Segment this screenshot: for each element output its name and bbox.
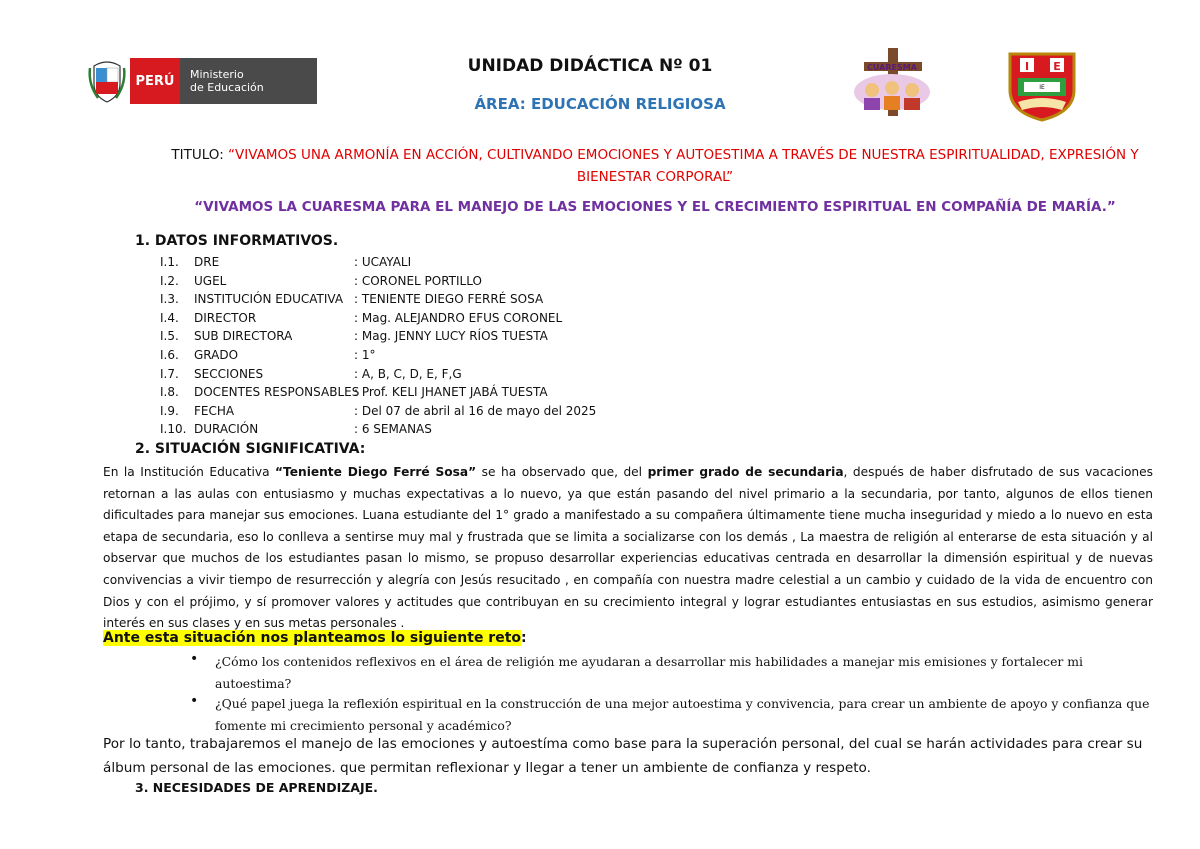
info-row (160, 327, 548, 345)
peru-label: PERÚ (130, 58, 180, 104)
titulo-subtitle: “VIVAMOS LA CUARESMA PARA EL MANEJO DE LAS EMOCIONES Y EL CRECIMIENTO ESPIRITUAL EN COMPAÑÍA DE MARÍA.” (194, 199, 1116, 215)
info-num: I.9. (160, 403, 179, 418)
info-row (160, 309, 562, 327)
info-label: SECCIONES (194, 366, 264, 381)
info-row (160, 272, 482, 290)
info-value: : Mag. ALEJANDRO EFUS CORONEL (354, 310, 563, 325)
info-num: I.8. (160, 385, 179, 400)
ministry-line2: de Educación (190, 81, 264, 94)
info-value: : 6 SEMANAS (354, 422, 432, 437)
info-value: : CORONEL PORTILLO (354, 273, 482, 288)
info-row (160, 420, 432, 438)
school-shield-icon (1002, 50, 1082, 122)
info-label: SUB DIRECTORA (194, 329, 293, 344)
info-label: UGEL (194, 273, 227, 288)
info-row (160, 253, 411, 271)
bullet-icon: • (190, 651, 199, 667)
bullet-icon: • (190, 693, 199, 709)
info-value: : TENIENTE DIEGO FERRÉ SOSA (354, 292, 544, 307)
grade-text: primer grado de secundaria (647, 465, 844, 479)
info-label: DRE (194, 255, 220, 269)
info-num: I.6. (160, 348, 179, 362)
cuaresma-logo-text: CUARESMA (867, 63, 917, 72)
info-row (160, 365, 462, 383)
reto-question-1: ¿Cómo los contenidos reflexivos en el área de religión me ayudaran a desarrollar mis habilidades a manejar mis emisiones y fortalecer mi autoestima? (215, 654, 1084, 691)
conclusion-paragraph: Por lo tanto, trabajaremos el manejo de las emociones y autoestíma como base para la superación personal, del cual se harán actividades para crear su álbum personal de las emociones. que permitan reflexionar y llegar a tener un ambiente de confianza y respeto. (103, 736, 1143, 776)
info-label: GRADO (194, 348, 239, 362)
info-value: : Del 07 de abril al 16 de mayo del 2025 (354, 403, 597, 418)
info-row (160, 402, 596, 420)
info-num: I.7. (160, 366, 179, 381)
ie-logo-text: IE (1039, 84, 1045, 91)
section2-heading: 2. SITUACIÓN SIGNIFICATIVA: (135, 441, 366, 457)
info-label: FECHA (194, 403, 235, 418)
reto-question-2: ¿Qué papel juega la reflexión espiritual en la construcción de una mejor autoestima y convivencia, para crear un ambiente de apoyo y confianza que fomente mi crecimiento personal y académico? (215, 696, 1150, 733)
info-value: : A, B, C, D, E, F,G (354, 366, 462, 381)
unit-title: UNIDAD DIDÁCTICA Nº 01 (467, 56, 713, 76)
titulo-label: TITULO: (171, 147, 224, 163)
info-num: I.4. (160, 310, 179, 325)
school-name: “Teniente Diego Ferré Sosa” (275, 465, 477, 479)
info-value: : Mag. JENNY LUCY RÍOS TUESTA (354, 329, 548, 344)
svg-text:E: E (1053, 60, 1061, 73)
para-mid: se ha observado que, del (476, 465, 648, 479)
section3-heading: 3. NECESIDADES DE APRENDIZAJE. (135, 780, 378, 795)
info-row (160, 383, 548, 401)
svg-text:I: I (1024, 60, 1030, 73)
reto-line (103, 630, 527, 646)
info-value: : 1° (354, 348, 376, 362)
situation-paragraph (103, 462, 1153, 635)
info-value: : Prof. KELI JHANET JABÁ TUESTA (354, 385, 548, 400)
info-label: INSTITUCIÓN EDUCATIVA (194, 292, 344, 307)
info-row (160, 290, 543, 308)
info-num: I.5. (160, 329, 179, 344)
info-value: : UCAYALI (354, 255, 412, 269)
info-num: I.3. (160, 292, 179, 307)
info-label: DOCENTES RESPONSABLES (194, 385, 360, 400)
info-num: I.10. (160, 422, 187, 437)
info-num: I.2. (160, 273, 179, 288)
info-row (160, 346, 376, 364)
para-rest: , después de haber disfrutado de sus vacaciones retornan a las aulas con entusiasmo y muchas expectativas a lo nuevo, ya que están pasando del nivel primario a la secundaria, por tanto, algunos de ellos tienen dificultades para manejar sus emociones. Luana estudiante del 1° grado a manifestado a su compañera últimamente tiene mucha inseguridad y miedo a lo nuevo en esta etapa de secundaria, eso lo conlleva a sentirse muy mal y frustrada que se limita a socializarse con los demás , La maestra de religión al enterarse de esta situación y al observar que muchos de los estudiantes pasan lo mismo, se propuso desarrollar experiencias educativas centrada en desarrollar la dimensión espiritual y de nuevas convivencias a vivir tiempo de resurrección y alegría con Jesús resucitado , en compañía con nuestra madre celestial a un cambio y cuidado de la vida de encuentro con Dios y con el prójimo, y sí promover valores y actitudes que contribuyan en su crecimiento integral y lograr estudiantes entusiastas en sus estudios, asimismo generar interés en sus clases y en sus metas personales . (103, 465, 1154, 631)
section1-heading: 1. DATOS INFORMATIVOS. (135, 233, 339, 249)
reto-label: Ante esta situación nos planteamos lo siguiente reto (103, 630, 522, 646)
ministry-line1: Ministerio (190, 68, 244, 81)
info-label: DURACIÓN (194, 422, 259, 437)
cuaresma-logo-icon (850, 48, 934, 116)
titulo-block (155, 144, 1155, 188)
info-num: I.1. (160, 255, 179, 269)
para-start: En la Institución Educativa (103, 465, 276, 479)
reto-colon: : (521, 630, 527, 646)
info-label: DIRECTOR (194, 310, 257, 325)
area-title: ÁREA: EDUCACIÓN RELIGIOSA (474, 95, 726, 113)
titulo-text: “VIVAMOS UNA ARMONÍA EN ACCIÓN, CULTIVANDO EMOCIONES Y AUTOESTIMA A TRAVÉS DE NUESTRA ESPIRITUALIDAD, EXPRESIÓN Y BIENESTAR CORPORAL” (228, 147, 1139, 185)
